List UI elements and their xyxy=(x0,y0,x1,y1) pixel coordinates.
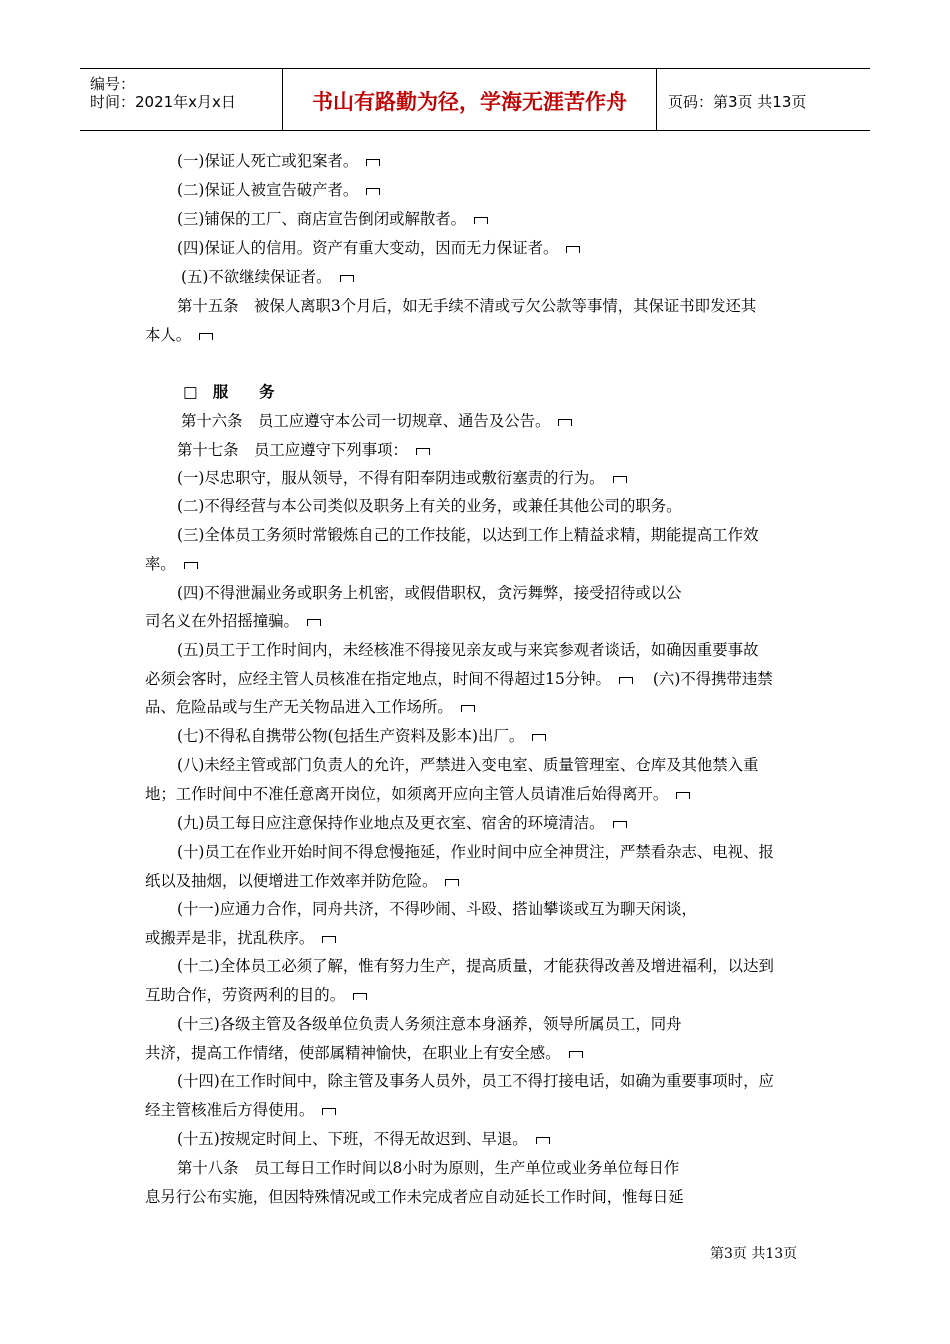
text-line: (四)保证人的信用。资产有重大变动，因而无力保证者。 xyxy=(177,238,810,258)
text-line: 经主管核准后方得使用。 xyxy=(145,1100,810,1120)
section-heading: □ 服 务 xyxy=(183,383,275,401)
text-line: (十二)全体员工必须了解，惟有努力生产，提高质量，才能获得改善及增进福利，以达到 xyxy=(177,957,774,975)
return-arrow-icon xyxy=(322,1108,336,1115)
text-line: (七)不得私自携带公物(包括生产资料及影本)出厂。 xyxy=(177,726,810,746)
return-arrow-icon xyxy=(353,993,367,1000)
return-arrow-icon xyxy=(340,275,354,282)
return-arrow-icon xyxy=(416,448,430,455)
text-line: (十五)按规定时间上、下班，不得无故迟到、早退。 xyxy=(177,1129,810,1149)
text-line: 品、危险品或与生产无关物品进入工作场所。 xyxy=(145,697,810,717)
header-motto-cell xyxy=(282,69,657,130)
return-arrow-icon xyxy=(199,333,213,340)
text-line: (一)尽忠职守，服从领导，不得有阳奉阴违或敷衍塞责的行为。 xyxy=(177,468,810,488)
footer-page-number: 第3页 共13页 xyxy=(710,1246,798,1262)
text-line: (三)全体员工务须时常锻炼自己的工作技能，以达到工作上精益求精，期能提高工作效 xyxy=(177,526,759,544)
return-arrow-icon xyxy=(184,562,198,569)
header-page-number: 页码：第3页 共13页 xyxy=(668,93,807,111)
text-line: 必须会客时，应经主管人员核准在指定地点，时间不得超过15分钟。 (六)不得携带违禁 xyxy=(145,670,773,688)
text-line: 息另行公布实施，但因特殊情况或工作未完成者应自动延长工作时间，惟每日延 xyxy=(145,1188,684,1206)
text-line: (一)保证人死亡或犯案者。 xyxy=(177,151,810,171)
text-line: 率。 xyxy=(145,554,810,574)
return-arrow-icon xyxy=(613,476,627,483)
header-page-cell xyxy=(656,69,870,130)
return-arrow-icon xyxy=(322,936,336,943)
text-line: 第十五条 被保人离职3个月后，如无手续不清或亏欠公款等事情，其保证书即发还其 xyxy=(177,297,757,315)
text-line: 互助合作，劳资两利的目的。 xyxy=(145,985,810,1005)
return-arrow-icon xyxy=(676,792,690,799)
return-arrow-icon xyxy=(307,619,321,626)
text-line: 地；工作时间中不准任意离开岗位，如须离开应向主管人员请准后始得离开。 xyxy=(145,784,810,804)
text-line: 纸以及抽烟，以便增进工作效率并防危险。 xyxy=(145,871,810,891)
text-line: 第十八条 员工每日工作时间以8小时为原则，生产单位或业务单位每日作 xyxy=(177,1159,680,1177)
text-line: (五)不欲继续保证者。 xyxy=(181,267,810,287)
return-arrow-icon xyxy=(532,734,546,741)
text-line: 共济，提高工作情绪，使部属精神愉快，在职业上有安全感。 xyxy=(145,1043,810,1063)
return-arrow-icon xyxy=(566,246,580,253)
text-line: (五)员工于工作时间内，未经核准不得接见亲友或与来宾参观者谈话，如确因重要事故 xyxy=(177,641,759,659)
header-info-cell xyxy=(80,69,282,130)
text-line: 或搬弄是非，扰乱秩序。 xyxy=(145,928,810,948)
return-arrow-icon xyxy=(558,419,572,426)
return-arrow-icon xyxy=(569,1051,583,1058)
text-line: (二)不得经营与本公司类似及职务上有关的业务，或兼任其他公司的职务。 xyxy=(177,497,682,515)
return-arrow-icon xyxy=(536,1137,550,1144)
text-line: 本人。 xyxy=(145,325,810,345)
return-arrow-icon xyxy=(366,159,380,166)
text-line: 司名义在外招摇撞骗。 xyxy=(145,611,810,631)
text-line: (十三)各级主管及各级单位负责人务须注意本身涵养，领导所属员工，同舟 xyxy=(177,1015,682,1033)
text-line: (九)员工每日应注意保持作业地点及更衣室、宿舍的环境清洁。 xyxy=(177,813,810,833)
text-line: (十四)在工作时间中，除主管及事务人员外，员工不得打接电话，如确为重要事项时，应 xyxy=(177,1072,774,1090)
return-arrow-icon xyxy=(474,217,488,224)
text-line: (二)保证人被宣告破产者。 xyxy=(177,180,810,200)
return-arrow-icon xyxy=(445,879,459,886)
text-line: (八)未经主管或部门负责人的允许，严禁进入变电室、质量管理室、仓库及其他禁入重 xyxy=(177,756,759,774)
return-arrow-icon xyxy=(461,705,475,712)
header-motto: 书山有路勤为径，学海无涯苦作舟 xyxy=(312,90,627,114)
document-number: 编号： xyxy=(90,75,136,93)
return-arrow-icon xyxy=(613,821,627,828)
return-arrow-icon xyxy=(366,188,380,195)
text-line: (十)员工在作业开始时间不得怠慢拖延，作业时间中应全神贯注，严禁看杂志、电视、报 xyxy=(177,843,774,861)
text-line: (四)不得泄漏业务或职务上机密，或假借职权，贪污舞弊，接受招待或以公 xyxy=(177,584,682,602)
text-line: 第十七条 员工应遵守下列事项： xyxy=(177,440,810,460)
text-line: 第十六条 员工应遵守本公司一切规章、通告及公告。 xyxy=(181,411,810,431)
page-header xyxy=(80,68,870,131)
text-line: (十一)应通力合作，同舟共济，不得吵闹、斗殴、搭讪攀谈或互为聊天闲谈， xyxy=(177,900,697,918)
text-line: (三)铺保的工厂、商店宣告倒闭或解散者。 xyxy=(177,209,810,229)
return-arrow-icon xyxy=(619,677,633,684)
document-date: 时间：2021年x月x日 xyxy=(90,93,236,111)
